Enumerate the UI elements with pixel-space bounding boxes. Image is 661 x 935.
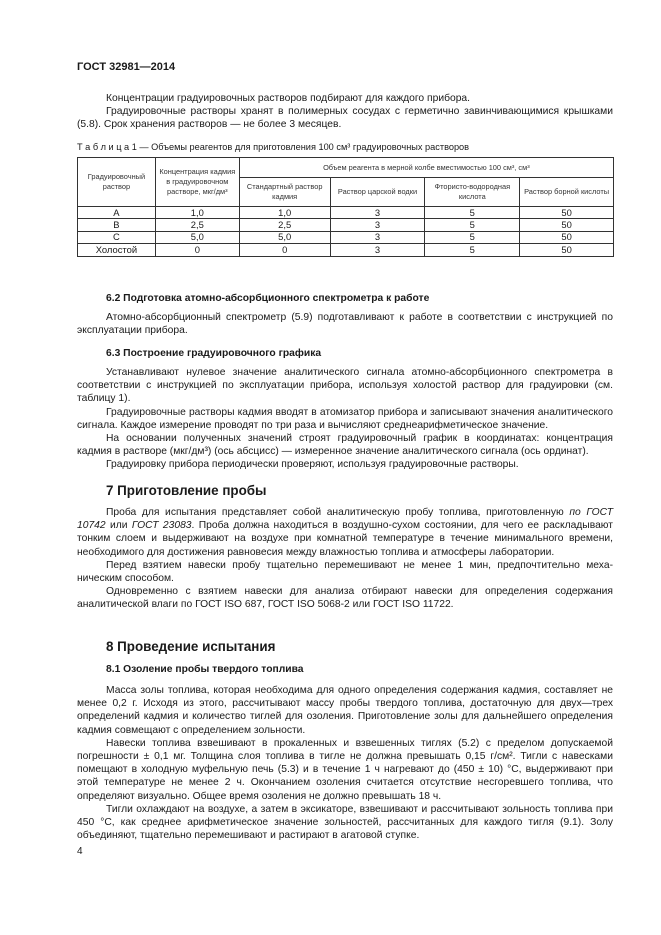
table-row: [78, 219, 614, 231]
table-cell: 3: [330, 231, 425, 243]
section-8-1-text: [77, 684, 613, 842]
section-8-title: 8 Проведение испытания: [106, 639, 276, 654]
section-6-3-paragraph-1: Устанавливают нулевое значение аналитического сигнала атомно-абсорбционного спектрометра в соответствии с инструкцией по эксплуатации прибора, используя холостой раствор для градуировки (см. таблицу 1).: [77, 367, 613, 405]
header-solution: Градуировочный раствор: [78, 158, 156, 207]
intro-paragraph-2: Градуировочные растворы хранят в полимерных сосудах с герметично завинчивающимися крышками (5.8). Срок хранения растворов — не более 3 месяцев.: [77, 106, 613, 131]
page-number: 4: [77, 846, 83, 857]
intro-text: [77, 92, 613, 132]
section-6-2-text: [77, 311, 613, 337]
section-7-title: 7 Приготовление пробы: [106, 483, 267, 498]
table-cell: 0: [155, 244, 239, 256]
table-cell: 3: [330, 219, 425, 231]
header-col-aqua-regia: Раствор царской водки: [330, 178, 425, 207]
table-cell: 3: [330, 207, 425, 219]
section-6-3-title: 6.3 Построение градуировочного графика: [106, 348, 322, 359]
table-cell: 50: [520, 231, 614, 243]
section-7-paragraph-3: Одновременно с взятием навески для анализа отбирают навески для определения содержания аналитической влаги по ГОСТ ISO 687, ГОСТ ISO 5068-2 или ГОСТ ISO 11722.: [77, 586, 613, 611]
table-cell: 0: [239, 244, 330, 256]
section-8-1-paragraph-3: Тигли охлаждают на воздухе, а затем в эксикаторе, взвешивают и рассчитывают зольность топлива при 450 °С, как среднее арифметическое значение зольностей, рассчитанных для каждого тигля (9.1). Золу объединяют, тщательно перемешивают и растирают в агатовой ступке.: [77, 803, 613, 842]
table-cell: В: [78, 219, 156, 231]
header-volume-group: Объем реагента в мерной колбе вместимостью 100 см³, см³: [239, 158, 613, 178]
header-col-hf: Фтористо-водородная кислота: [425, 178, 520, 207]
section-6-3-paragraph-2: Градуировочные растворы кадмия вводят в атомизатор прибора и записывают значения аналитического сигнала. Каждое измерение проводят по три раза и вычисляют среднеарифметическое значение.: [77, 406, 613, 431]
table-caption: Т а б л и ц а 1 — Объемы реагентов для приготовления 100 см³ градуировочных растворов: [77, 142, 470, 152]
table-cell: 2,5: [155, 219, 239, 231]
section-7-paragraph-2: Перед взятием навески пробу тщательно перемешивают не менее 1 мин, предпочтительно механическим способом.: [77, 559, 613, 585]
header-col-standard: Стандартный раствор кадмия: [239, 178, 330, 207]
section-6-2-title: 6.2 Подготовка атомно-абсорбционного спектрометра к работе: [106, 293, 430, 304]
section-6-3-paragraph-3: На основании полученных значений строят градуировочный график в координатах: концентрация кадмия в растворе (мкг/дм³) (ось абсцисс) — измеренное значение аналитического сигнала (ось ординат).: [77, 433, 613, 458]
table-cell: 50: [520, 219, 614, 231]
table-cell: 1,0: [155, 207, 239, 219]
table-cell: 5: [425, 231, 520, 243]
table-cell: 50: [520, 244, 614, 256]
table-row: [78, 244, 614, 256]
section-7-paragraph-1: Проба для испытания представляет собой аналитическую пробу топлива, приготовленную по ГОСТ 10742 или ГОСТ 23083. Проба должна находиться в воздушно-сухом состоянии, для чего ее раскладывают тонким слоем и выдерживают на воздухе при комнатной температуре в течение минимального времени, необходимого для достижения равновесия между влажностью топлива и атмосферы лаборатории.: [77, 507, 614, 558]
table-cell: 50: [520, 207, 614, 219]
table-cell: 5: [425, 244, 520, 256]
section-6-3-paragraph-4: Градуировку прибора периодически проверяют, используя градуировочные растворы.: [106, 459, 519, 471]
table-cell: С: [78, 231, 156, 243]
section-6-3-text: [77, 366, 613, 472]
section-8-1-paragraph-2: Навески топлива взвешивают в прокаленных и взвешенных тиглях (5.2) с пределом допускаемой погрешности ± 0,1 мг. Толщина слоя топлива в тигле не должна превышать 0,15 г/см². Тигли с навесками помещают в холодную муфельную печь (5.3) и в течение 1 ч нагревают до (450 ± 10) °С, выдерживают при этой температуре не менее 2 ч. Окончанием озоления считается отсутствие несгоревшего топлива, что определяют визуально. Общее время озоления не должно превышать 18 ч.: [77, 737, 613, 802]
table-cell: 3: [330, 244, 425, 256]
table-cell: 5,0: [239, 231, 330, 243]
section-8-1-paragraph-1: Масса золы топлива, которая необходима для одного определения содержания кадмия, составляет не менее 0,2 г. Исходя из этого, рассчитывают массу пробы твердого топлива, достаточную для двух—трех определений кадмия и количество тиглей для озоления. Приготовление золы для дальнейшего определения кадмия совмещают с определением зольности.: [77, 685, 613, 736]
table-cell: 5,0: [155, 231, 239, 243]
table-cell: 5: [425, 219, 520, 231]
table-cell: Холостой: [78, 244, 156, 256]
reagent-volume-table: [77, 157, 614, 257]
header-concentration: Концентрация кадмия в градуировочном растворе, мкг/дм³: [155, 158, 239, 207]
table-cell: 5: [425, 207, 520, 219]
table-cell: А: [78, 207, 156, 219]
document-header: ГОСТ 32981—2014: [77, 61, 176, 73]
header-col-boric: Раствор борной кислоты: [520, 178, 614, 207]
intro-paragraph-1: Концентрации градуировочных растворов подбирают для каждого прибора.: [106, 93, 471, 104]
section-6-2-paragraph: Атомно-абсорбционный спектрометр (5.9) подготавливают к работе в соответствии с инструкцией по эксплуатации прибора.: [77, 312, 613, 337]
table-row: [78, 231, 614, 243]
table-cell: 1,0: [239, 207, 330, 219]
section-8-1-title: 8.1 Озоление пробы твердого топлива: [106, 664, 304, 675]
table-row: [78, 207, 614, 219]
table-cell: 2,5: [239, 219, 330, 231]
section-7-text: [77, 506, 613, 612]
